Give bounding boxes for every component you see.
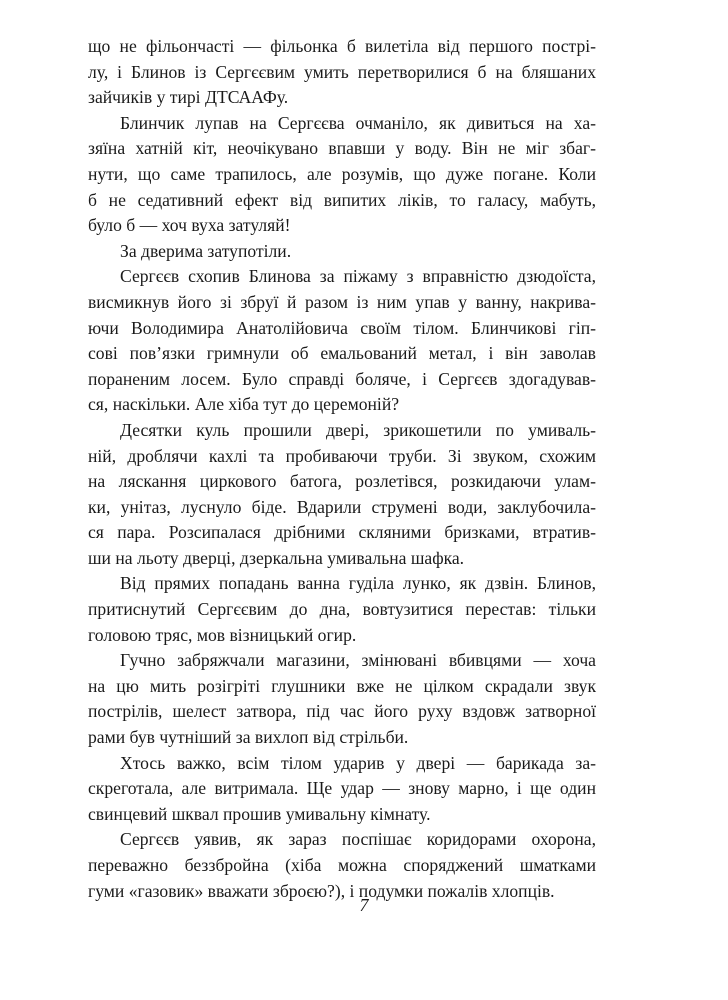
text-line: пораненим лосем. Було справді боляче, і Сергєєв здогадував-: [88, 368, 596, 389]
text-line: Сергєєв уявив, як зараз поспішає коридорами охорона,: [120, 829, 596, 850]
text-line: було б — хоч вуха затуляй!: [88, 215, 291, 236]
text-line: Сергєєв схопив Блинова за піжаму з вправністю дзюдоїста,: [120, 266, 596, 287]
text-line: Десятки куль прошили двері, зрикошетили по умиваль-: [120, 419, 596, 440]
text-line: ся пара. Розсипалася дрібними скляними бризками, втратив-: [88, 522, 596, 543]
text-line: ся, наскільки. Але хіба тут до церемоній?: [88, 394, 400, 415]
text-line: За дверима затупотіли.: [120, 240, 292, 261]
page-number: 7: [359, 895, 369, 915]
text-line: зайчиків у тирі ДТСААФу.: [88, 87, 289, 108]
text-line: б не седативний ефект від випитих ліків, то галасу, мабуть,: [88, 189, 596, 210]
text-line: Хтось важко, всім тілом ударив у двері — барикада за-: [120, 752, 596, 773]
text-line: Гучно забряжчали магазини, змінювані вбивцями — хоча: [120, 650, 596, 671]
text-line: на цю мить розігріті глушники вже не цілком скрадали звук: [88, 675, 596, 696]
text-line: ши на льоту дверці, дзеркальна умивальна шафка.: [88, 547, 465, 568]
text-line: сові пов’язки гримнули об емальований метал, і він заволав: [88, 343, 596, 364]
text-line: Блинчик лупав на Сергєєва очманіло, як дивиться на ха-: [120, 112, 596, 133]
page-text: [88, 34, 596, 904]
text-line: головою тряс, мов візницький огир.: [88, 624, 357, 645]
text-line: свинцевий шквал прошив умивальну кімнату.: [88, 803, 431, 824]
text-line: на ляскання циркового батога, розлетівся, розкидаючи улам-: [88, 471, 596, 492]
text-line: гуми «газовик» вважати зброєю?), і подумки пожалів хлопців.: [88, 880, 555, 901]
text-line: скреготала, але витримала. Ще удар — знову марно, і ще один: [88, 778, 596, 799]
text-line: ки, унітаз, луснуло біде. Вдарили струмені води, заклубочила-: [88, 496, 596, 517]
text-line: зяїна хатній кіт, неочікувано впавши у воду. Він не міг збаг-: [88, 138, 596, 159]
text-line: Від прямих попадань ванна гуділа лунко, як дзвін. Блинов,: [120, 573, 596, 594]
text-line: нути, що саме трапилось, але розумів, що дуже погане. Коли: [88, 163, 596, 184]
text-line: переважно беззбройна (хіба можна споряджений шматками: [88, 855, 596, 875]
text-line: пострілів, шелест затвора, під час його руху вздовж затворної: [88, 701, 596, 722]
text-line: ній, дроблячи кахлі та пробиваючи труби. Зі звуком, схожим: [88, 445, 596, 466]
text-line: що не фільончасті — фільонка б вилетіла від першого пострі-: [88, 36, 596, 56]
text-line: рами був чутніший за вихлоп від стрільби.: [88, 727, 409, 748]
text-line: ючи Володимира Анатолійовича своїм тілом. Блинчикові гіп-: [88, 317, 596, 338]
text-line: лу, і Блинов із Сергєєвим умить перетворилися б на бляшаних: [88, 61, 596, 82]
text-line: притиснутий Сергєєвим до дна, вовтузитися перестав: тільки: [88, 599, 596, 620]
text-line: висмикнув його зі збруї й разом із ним упав у ванну, накрива-: [88, 291, 596, 312]
